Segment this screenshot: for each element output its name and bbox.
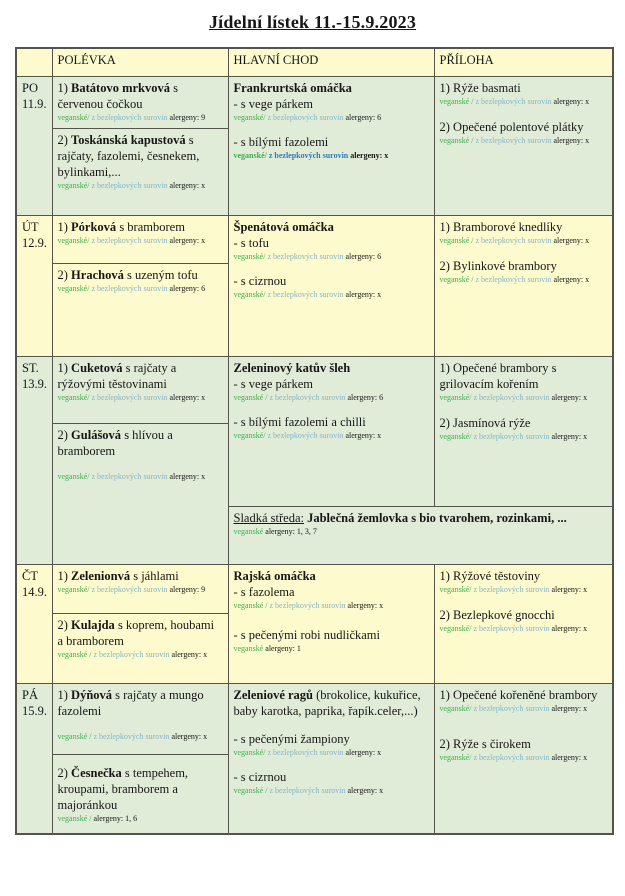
diet-note: [234, 151, 429, 161]
diet-note: [58, 650, 223, 660]
row-ct-1: [16, 564, 613, 613]
soup-number: 1): [57, 360, 72, 375]
allergens-tag: alergeny: x: [551, 274, 590, 284]
main-option-text: - s bílými fazolemi a chilli: [233, 414, 366, 429]
side-cell-ct: [434, 564, 613, 683]
main-option: [234, 627, 429, 654]
main-cell-ut: [228, 215, 434, 356]
main-cell-pa: [228, 683, 434, 834]
diet-note: [234, 252, 429, 262]
side-text: 1) Rýžové těstoviny: [439, 568, 541, 583]
soup-number: 2): [57, 267, 72, 282]
side-cell-pa: [434, 683, 613, 834]
soup-cell-po-2: [52, 128, 228, 215]
allergens-tag: alergeny: 9: [167, 112, 206, 122]
allergens-tag: alergeny: x: [343, 747, 382, 757]
glutenfree-tag: z bezlepkových surovin: [89, 112, 168, 122]
diet-note: [234, 601, 429, 611]
allergens-tag: alergeny: 6: [345, 392, 384, 402]
vegan-tag: veganské/: [233, 289, 266, 299]
vegan-tag: veganské/: [57, 283, 90, 293]
soup-item: [58, 568, 223, 584]
header-day-cell: [16, 48, 52, 76]
header-row: [16, 48, 613, 76]
soup-item: [58, 687, 223, 719]
glutenfree-tag: z bezlepkových surovin: [265, 289, 344, 299]
day-label: PÁ: [22, 687, 38, 702]
vegan-tag: veganské: [233, 526, 264, 536]
allergens-tag: alergeny: x: [167, 235, 206, 245]
glutenfree-tag: z bezlepkových surovin: [267, 600, 346, 610]
side-text: 1) Rýže basmati: [439, 80, 521, 95]
vegan-tag: veganské /: [233, 600, 268, 610]
allergens-tag: alergeny: x: [167, 471, 206, 481]
allergens-tag: alergeny: 1, 3, 7: [263, 526, 317, 536]
vegan-tag: veganské/: [439, 623, 472, 633]
allergens-tag: alergeny: x: [167, 180, 206, 190]
soup-cell-ct-1: [52, 564, 228, 613]
day-cell-ct: [16, 564, 52, 683]
sweet-wednesday-text: Jablečná žemlovka s bio tvarohem, rozinkami, ...: [303, 510, 567, 525]
vegan-tag: veganské /: [439, 96, 474, 106]
vegan-tag: veganské/: [57, 180, 90, 190]
soup-name: Pórková: [71, 219, 117, 234]
side-item: [440, 258, 608, 285]
glutenfree-tag: z bezlepkových surovin: [471, 431, 550, 441]
day-label: ČT: [22, 568, 38, 583]
day-label: PO: [22, 80, 38, 95]
main-option: [234, 96, 429, 123]
side-item: [440, 687, 608, 714]
soup-item: [58, 267, 223, 283]
main-option: [234, 134, 429, 161]
vegan-tag: veganské/: [57, 112, 90, 122]
main-option-text: - s bílými fazolemi: [233, 134, 329, 149]
allergens-tag: alergeny: 6: [167, 283, 206, 293]
diet-note: [234, 527, 608, 537]
main-dish-title: Rajská omáčka: [233, 568, 316, 583]
soup-name: Batátovo mrkvová: [71, 80, 170, 95]
glutenfree-tag: z bezlepkových surovin: [471, 752, 550, 762]
vegan-tag: veganské/: [439, 752, 472, 762]
soup-name: Česnečka: [71, 765, 122, 780]
day-date: 15.9.: [22, 703, 47, 718]
glutenfree-tag: z bezlepkových surovin: [473, 135, 552, 145]
glutenfree-tag: z bezlepkových surovin: [471, 584, 550, 594]
vegan-tag: veganské /: [439, 274, 474, 284]
side-item: [440, 568, 608, 595]
allergens-tag: alergeny: 6: [343, 112, 382, 122]
vegan-tag: veganské/: [439, 703, 472, 713]
vegan-tag: veganské: [233, 643, 264, 653]
glutenfree-tag: z bezlepkových surovin: [89, 235, 168, 245]
sweet-wednesday-item: [234, 510, 608, 526]
glutenfree-tag: z bezlepkových surovin: [473, 96, 552, 106]
vegan-tag: veganské/: [57, 471, 90, 481]
side-cell-po: [434, 76, 613, 215]
row-st-1: [16, 356, 613, 423]
diet-note: [440, 97, 608, 107]
soup-description: s bramborem: [116, 219, 185, 234]
glutenfree-tag: z bezlepkových surovin: [265, 747, 344, 757]
soup-cell-ut-2: [52, 263, 228, 356]
side-text: 2) Opečené polentové plátky: [439, 119, 584, 134]
soup-item: [58, 360, 223, 392]
main-option-text: - s pečenými robi nudličkami: [233, 627, 380, 642]
day-label: ÚT: [22, 219, 39, 234]
side-text: 2) Bylinkové brambory: [439, 258, 557, 273]
glutenfree-tag: z bezlepkových surovin: [89, 392, 168, 402]
soup-cell-st-1: [52, 356, 228, 423]
diet-note: [440, 432, 608, 442]
allergens-tag: alergeny: 1: [263, 643, 301, 653]
allergens-tag: alergeny: x: [549, 431, 588, 441]
diet-note: [58, 236, 223, 246]
vegan-tag: veganské/: [57, 392, 90, 402]
vegan-tag: veganské /: [57, 731, 92, 741]
main-option: [234, 414, 429, 441]
diet-note: [440, 624, 608, 634]
soup-number: 1): [57, 80, 72, 95]
soup-number: 2): [57, 427, 72, 442]
allergens-tag: alergeny: 6: [343, 251, 382, 261]
soup-description: s tempehem, kroupami, bramborem a majoránkou: [57, 765, 189, 812]
main-option-text: - s tofu: [233, 235, 269, 250]
diet-note: [58, 113, 223, 123]
glutenfree-tag: z bezlepkových surovin: [91, 731, 170, 741]
vegan-tag: veganské /: [233, 392, 268, 402]
day-cell-pa: [16, 683, 52, 834]
soup-item: [58, 765, 223, 813]
soup-description: s červenou čočkou: [57, 80, 178, 111]
glutenfree-tag: z bezlepkových surovin: [471, 623, 550, 633]
allergens-tag: alergeny: x: [551, 96, 590, 106]
diet-note: [234, 290, 429, 300]
day-date: 12.9.: [22, 235, 47, 250]
main-option: [234, 235, 429, 262]
diet-note: [58, 732, 223, 742]
side-item: [440, 219, 608, 246]
main-option-text: - s vege párkem: [233, 376, 313, 391]
glutenfree-tag: z bezlepkových surovin: [265, 430, 344, 440]
allergens-tag: alergeny: x: [551, 135, 590, 145]
diet-note: [58, 284, 223, 294]
diet-note: [234, 748, 429, 758]
day-cell-po: [16, 76, 52, 215]
main-dish-title: Frankrurtská omáčka: [233, 80, 352, 95]
diet-note: [58, 393, 223, 403]
main-option: [234, 731, 429, 758]
header-side-cell: PŘÍLOHA: [434, 48, 613, 76]
main-dish-title: Zeleninový katův šleh: [233, 360, 351, 375]
main-dish-title: Špenátová omáčka: [233, 219, 334, 234]
glutenfree-tag: z bezlepkových surovin: [265, 251, 344, 261]
soup-item: [58, 427, 223, 459]
main-cell-ct: [228, 564, 434, 683]
glutenfree-tag: z bezlepkových surovin: [473, 235, 552, 245]
allergens-tag: alergeny: x: [549, 392, 588, 402]
glutenfree-tag: z bezlepkových surovin: [471, 703, 550, 713]
soup-number: 1): [57, 219, 72, 234]
page-title: Jídelní lístek 11.-15.9.2023: [208, 12, 417, 32]
allergens-tag: alergeny: x: [348, 150, 389, 160]
glutenfree-tag: z bezlepkových surovin: [89, 180, 168, 190]
day-date: 14.9.: [22, 584, 47, 599]
side-text: 1) Opečené kořeněné brambory: [439, 687, 598, 702]
diet-note: [58, 585, 223, 595]
allergens-tag: alergeny: 9: [167, 584, 206, 594]
day-label: ST.: [22, 360, 39, 375]
vegan-tag: veganské /: [57, 649, 92, 659]
soup-description: s rajčaty a mungo fazolemi: [57, 687, 204, 718]
diet-note: [440, 136, 608, 146]
vegan-tag: veganské /: [439, 135, 474, 145]
soup-name: Cuketová: [71, 360, 123, 375]
allergens-tag: alergeny: x: [549, 623, 588, 633]
diet-note: [440, 393, 608, 403]
allergens-tag: alergeny: x: [549, 752, 588, 762]
allergens-tag: alergeny: 1, 6: [91, 813, 138, 823]
allergens-tag: alergeny: x: [549, 584, 588, 594]
soup-cell-pa-1: [52, 683, 228, 754]
main-cell-st: [228, 356, 434, 506]
glutenfree-tag: z bezlepkových surovin: [265, 112, 344, 122]
main-option-text: - s pečenými žampiony: [233, 731, 350, 746]
soup-cell-st-2: [52, 423, 228, 564]
glutenfree-tag: z bezlepkových surovin: [89, 584, 168, 594]
soup-name: Zelenionvá: [71, 568, 131, 583]
side-text: 1) Bramborové knedlíky: [439, 219, 563, 234]
allergens-tag: alergeny: x: [345, 600, 384, 610]
allergens-tag: alergeny: x: [167, 392, 206, 402]
allergens-tag: alergeny: x: [343, 430, 382, 440]
vegan-tag: veganské/: [233, 747, 266, 757]
diet-note: [234, 431, 429, 441]
soup-name: Gulášová: [71, 427, 122, 442]
soup-name: Kulajda: [71, 617, 115, 632]
side-item: [440, 119, 608, 146]
soup-number: 2): [57, 765, 72, 780]
diet-note: [234, 786, 429, 796]
soup-number: 1): [57, 687, 72, 702]
glutenfree-tag: z bezlepkových surovin: [473, 274, 552, 284]
diet-note: [440, 236, 608, 246]
soup-description: s uzeným tofu: [123, 267, 198, 282]
sweet-wednesday-label: Sladká středa:: [233, 510, 304, 525]
diet-note: [58, 814, 223, 824]
glutenfree-tag: z bezlepkových surovin: [266, 150, 349, 160]
glutenfree-tag: z bezlepkových surovin: [91, 649, 170, 659]
diet-note: [440, 585, 608, 595]
vegan-tag: veganské /: [57, 813, 92, 823]
soup-item: [58, 132, 223, 180]
allergens-tag: alergeny: x: [343, 289, 382, 299]
side-text: 2) Rýže s čirokem: [439, 736, 531, 751]
side-item: [440, 415, 608, 442]
row-po-1: [16, 76, 613, 128]
soup-description: s jáhlami: [130, 568, 179, 583]
soup-item: [58, 617, 223, 649]
diet-note: [234, 113, 429, 123]
day-cell-ut: [16, 215, 52, 356]
vegan-tag: veganské/: [57, 235, 90, 245]
glutenfree-tag: z bezlepkových surovin: [89, 283, 168, 293]
main-option-text: - s cizrnou: [233, 273, 287, 288]
allergens-tag: alergeny: x: [549, 703, 588, 713]
side-item: [440, 80, 608, 107]
side-cell-st: [434, 356, 613, 506]
vegan-tag: veganské /: [233, 785, 268, 795]
main-dish-title: Zeleniové ragů (brokolice, kukuřice, baby karotka, paprika, řapík.celer,...): [233, 687, 421, 718]
soup-description: s rajčaty, fazolemi, česnekem, bylinkami,...: [57, 132, 200, 179]
vegan-tag: veganské/: [57, 584, 90, 594]
side-item: [440, 360, 608, 403]
side-text: 2) Bezlepkové gnocchi: [439, 607, 555, 622]
soup-cell-ct-2: [52, 613, 228, 683]
side-item: [440, 736, 608, 763]
main-cell-po: [228, 76, 434, 215]
vegan-tag: veganské/: [233, 112, 266, 122]
soup-item: [58, 80, 223, 112]
diet-note: [440, 704, 608, 714]
vegan-tag: veganské/: [233, 251, 266, 261]
side-cell-ut: [434, 215, 613, 356]
diet-note: [58, 472, 223, 482]
soup-number: 2): [57, 132, 72, 147]
allergens-tag: alergeny: x: [345, 785, 384, 795]
side-item: [440, 607, 608, 634]
soup-name: Hrachová: [71, 267, 124, 282]
soup-description: s koprem, houbami a bramborem: [57, 617, 215, 648]
diet-note: [440, 275, 608, 285]
main-option-text: - s vege párkem: [233, 96, 313, 111]
soup-description: s rajčaty a rýžovými těstovinami: [57, 360, 177, 391]
main-option-text: - s cizrnou: [233, 769, 287, 784]
day-date: 11.9.: [22, 96, 47, 111]
diet-note: [234, 393, 429, 403]
vegan-tag: veganské/: [439, 431, 472, 441]
header-soup-cell: POLÉVKA: [52, 48, 228, 76]
allergens-tag: alergeny: x: [551, 235, 590, 245]
main-option: [234, 769, 429, 796]
side-text: 2) Jasmínová rýže: [439, 415, 531, 430]
allergens-tag: alergeny: x: [169, 731, 208, 741]
soup-number: 1): [57, 568, 72, 583]
soup-cell-pa-2: [52, 754, 228, 834]
vegan-tag: veganské/: [439, 584, 472, 594]
vegan-tag: veganské/: [439, 392, 472, 402]
glutenfree-tag: z bezlepkových surovin: [267, 392, 346, 402]
vegan-tag: veganské /: [439, 235, 474, 245]
main-option-text: - s fazolema: [233, 584, 295, 599]
soup-item: [58, 219, 223, 235]
row-pa-1: [16, 683, 613, 754]
glutenfree-tag: z bezlepkových surovin: [267, 785, 346, 795]
soup-description: s hlívou a bramborem: [57, 427, 173, 458]
sweet-wednesday-cell: [228, 506, 613, 564]
glutenfree-tag: z bezlepkových surovin: [89, 471, 168, 481]
allergens-tag: alergeny: x: [169, 649, 208, 659]
soup-name: Toskánská kapustová: [71, 132, 186, 147]
main-option: [234, 376, 429, 403]
row-ut-1: [16, 215, 613, 263]
diet-note: [234, 644, 429, 654]
diet-note: [440, 753, 608, 763]
side-text: 1) Opečené brambory s grilovacím kořením: [439, 360, 557, 391]
header-main-cell: HLAVNÍ CHOD: [228, 48, 434, 76]
day-cell-st: [16, 356, 52, 564]
diet-note: [58, 181, 223, 191]
menu-table: [15, 47, 614, 835]
soup-cell-ut-1: [52, 215, 228, 263]
glutenfree-tag: z bezlepkových surovin: [471, 392, 550, 402]
vegan-tag: veganské/: [233, 430, 266, 440]
day-date: 13.9.: [22, 376, 47, 391]
soup-number: 2): [57, 617, 72, 632]
main-option: [234, 273, 429, 300]
soup-cell-po-1: [52, 76, 228, 128]
vegan-tag: veganské/: [233, 150, 267, 160]
soup-name: Dýňová: [71, 687, 113, 702]
main-option: [234, 584, 429, 611]
